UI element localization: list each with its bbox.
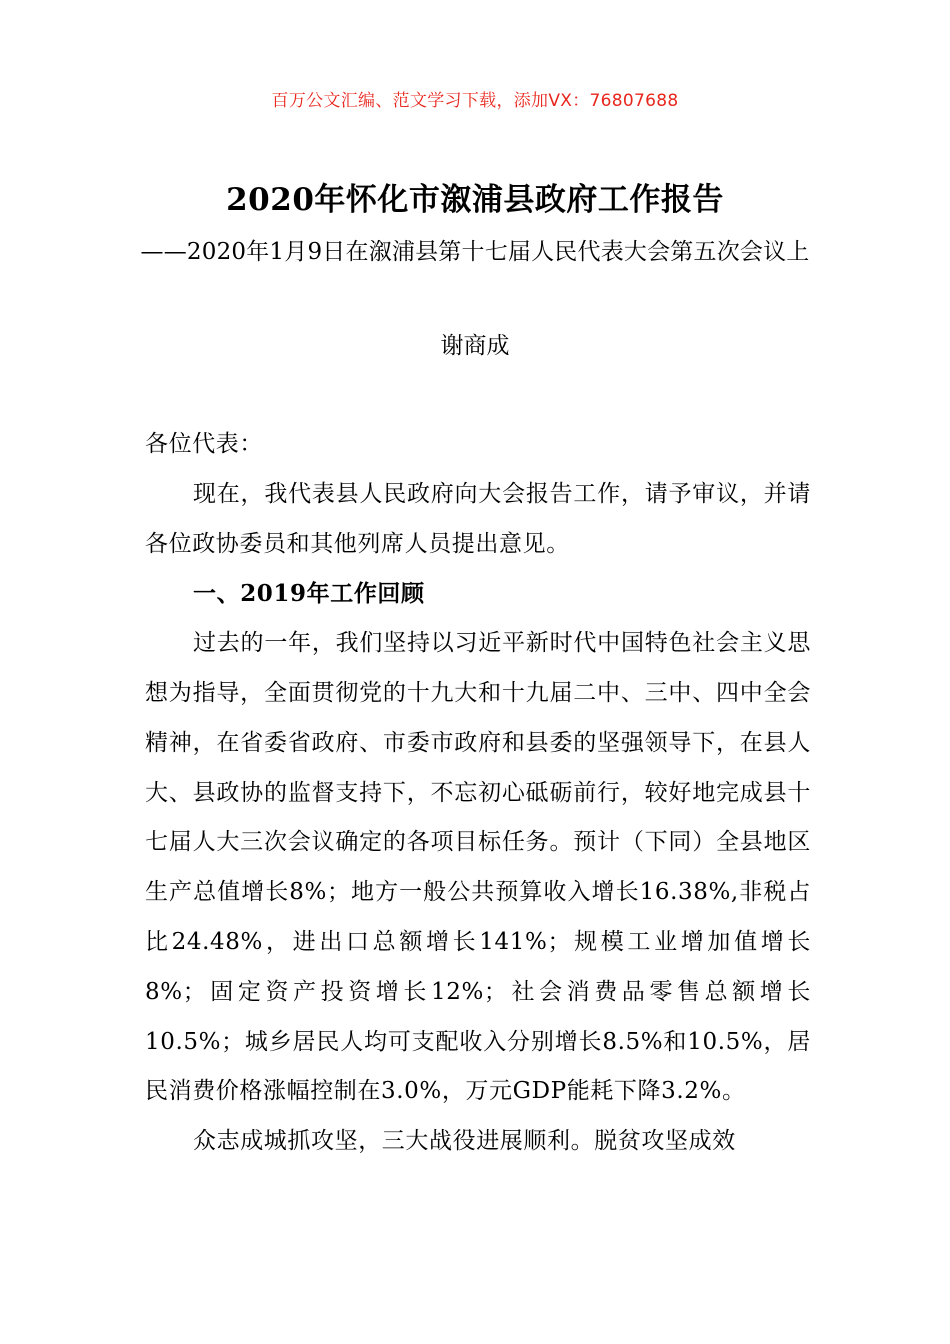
battle-paragraph: 众志成城抓攻坚，三大战役进展顺利。脱贫攻坚成效 bbox=[193, 1128, 736, 1155]
report-body bbox=[145, 420, 811, 1167]
opening-paragraph: 现在，我代表县人民政府向大会报告工作，请予审议，并请各位政协委员和其他列席人员提出意见。 bbox=[145, 480, 811, 557]
report-author: 谢商成 bbox=[440, 333, 510, 359]
promo-header-note: 百万公文汇编、范文学习下载，添加VX：76807688 bbox=[271, 91, 679, 111]
section-heading: 一、2019年工作回顾 bbox=[193, 580, 425, 608]
report-subtitle: ——2020年1月9日在溆浦县第十七届人民代表大会第五次会议上 bbox=[140, 239, 810, 265]
salutation: 各位代表： bbox=[145, 431, 263, 457]
report-title: 2020年怀化市溆浦县政府工作报告 bbox=[226, 182, 724, 218]
review-paragraph: 过去的一年，我们坚持以习近平新时代中国特色社会主义思想为指导，全面贯彻党的十九大和十九届二中、三中、四中全会精神，在省委省政府、市委市政府和县委的坚强领导下，在县人大、县政协的监督支持下，不忘初心砥砺前行，较好地完成县十七届人大三次会议确定的各项目标任务。预计（下同）全县地区生产总值增长8%；地方一般公共预算收入增长16.38%,非税占比24.48%，进出口总额增长141%；规模工业增加值增长8%；固定资产投资增长12%；社会消费品零售总额增长10.5%；城乡居民人均可支配收入分别增长8.5%和10.5%，居民消费价格涨幅控制在3.0%，万元GDP能耗下降3.2%。 bbox=[145, 630, 811, 1105]
